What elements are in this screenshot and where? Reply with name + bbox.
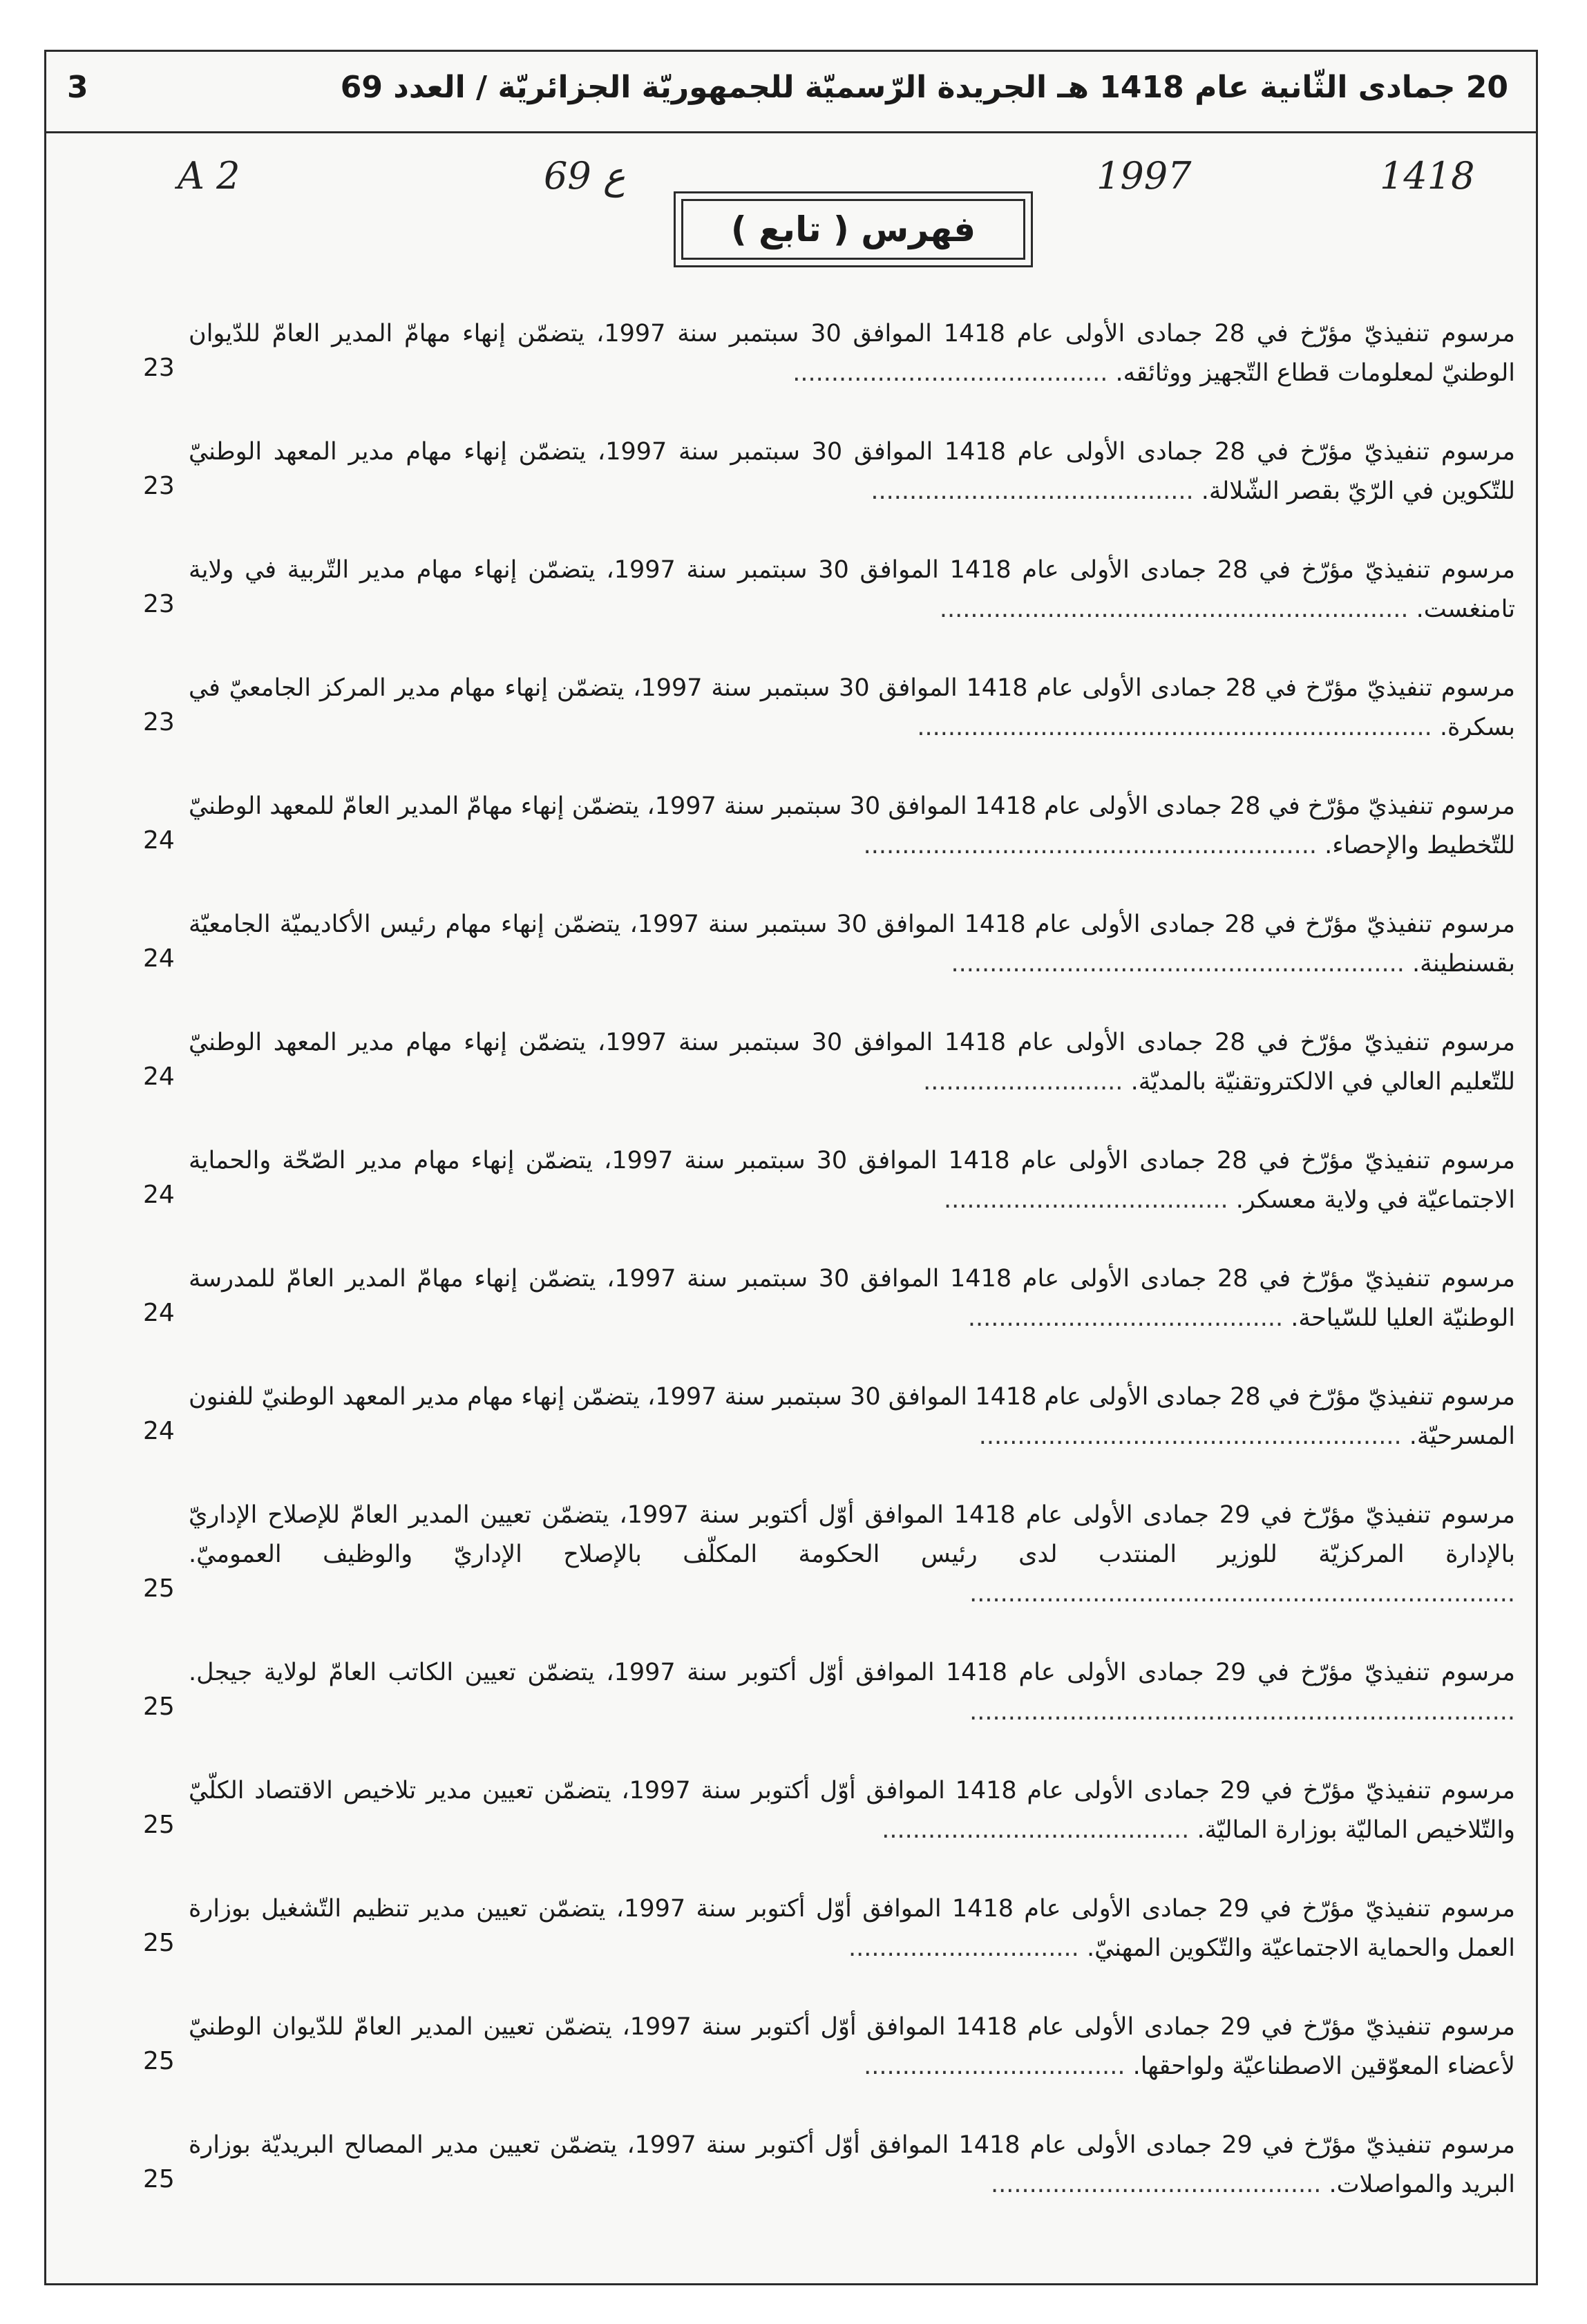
entry-page-number: 23	[143, 472, 175, 500]
index-entry	[46, 551, 1536, 669]
entry-page-number: 25	[143, 1929, 175, 1957]
handwritten-year-hijri: 1418	[1380, 154, 1475, 198]
entry-text: مرسوم تنفيذيّ مؤرّخ في 28 جمادى الأولى عام 1418 الموافق 30 سبتمبر سنة 1997، يتضمّن إنهاء مهامّ المدير العامّ للدّيوان الوطنيّ لمعلومات قطاع التّجهيز ووثائقه. .........................................	[189, 320, 1515, 387]
entry-text: مرسوم تنفيذيّ مؤرّخ في 29 جمادى الأولى عام 1418 الموافق أوّل أكتوبر سنة 1997، يتضمّن تعيين مدير تنظيم التّشغيل بوزارة العمل والحماية الاجتماعيّة والتّكوين المهنيّ. ..............................	[189, 1895, 1516, 1962]
entry-page-number: 23	[143, 354, 175, 382]
entry-text: مرسوم تنفيذيّ مؤرّخ في 28 جمادى الأولى عام 1418 الموافق 30 سبتمبر سنة 1997، يتضمّن إنهاء مهامّ المدير العامّ للمعهد الوطنيّ للتّخطيط والإحصاء. ...........................................................	[189, 792, 1515, 859]
index-entry	[46, 669, 1536, 787]
entry-page-number: 25	[143, 2165, 175, 2193]
index-entry	[46, 2008, 1536, 2126]
index-entry	[46, 1653, 1536, 1771]
entry-text: مرسوم تنفيذيّ مؤرّخ في 28 جمادى الأولى عام 1418 الموافق 30 سبتمبر سنة 1997، يتضمّن إنهاء مهام مدير المركز الجامعيّ في بسكرة. ...................................................................	[189, 674, 1515, 741]
entry-page-number: 24	[143, 1063, 175, 1091]
header-page-number: 3	[67, 70, 88, 105]
handwritten-issue: 69 ع	[544, 154, 626, 198]
entry-page-number: 24	[143, 1181, 175, 1209]
index-title: فهرس ( تابع )	[681, 199, 1025, 260]
entry-text: مرسوم تنفيذيّ مؤرّخ في 28 جمادى الأولى عام 1418 الموافق 30 سبتمبر سنة 1997، يتضمّن إنهاء مهام مدير المعهد الوطنيّ للتّعليم العالي في الالكتروتقنيّة بالمديّة. ..........................	[189, 1029, 1515, 1096]
index-entry	[46, 432, 1536, 551]
entry-page-number: 24	[143, 826, 175, 855]
index-entry	[46, 1141, 1536, 1259]
index-entry	[46, 2126, 1536, 2244]
index-entry	[46, 1259, 1536, 1378]
index-entry	[46, 1889, 1536, 2008]
index-entries	[46, 314, 1536, 2244]
entry-text: مرسوم تنفيذيّ مؤرّخ في 28 جمادى الأولى عام 1418 الموافق 30 سبتمبر سنة 1997، يتضمّن إنهاء مهام مدير التّربية في ولاية تامنغست. .............................................................	[189, 556, 1515, 623]
entry-page-number: 23	[143, 708, 175, 736]
entry-text: مرسوم تنفيذيّ مؤرّخ في 29 جمادى الأولى عام 1418 الموافق أوّل أكتوبر سنة 1997، يتضمّن تعيين المدير العامّ للدّيوان الوطنيّ لأعضاء المعوّقين الاصطناعيّة ولواحقها. ..................................	[189, 2013, 1515, 2080]
handwritten-note-left: A 2	[178, 154, 240, 198]
page-header	[46, 52, 1536, 133]
entry-text: مرسوم تنفيذيّ مؤرّخ في 28 جمادى الأولى عام 1418 الموافق 30 سبتمبر سنة 1997، يتضمّن إنهاء مهام مدير المعهد الوطنيّ للفنون المسرحيّة. .......................................................	[189, 1383, 1516, 1450]
entry-text: مرسوم تنفيذيّ مؤرّخ في 28 جمادى الأولى عام 1418 الموافق 30 سبتمبر سنة 1997، يتضمّن إنهاء مهامّ المدير العامّ للمدرسة الوطنيّة العليا للسّياحة. .........................................	[189, 1265, 1515, 1332]
index-title-box	[674, 191, 1033, 267]
entry-page-number: 24	[143, 1299, 175, 1327]
entry-page-number: 23	[143, 590, 175, 618]
entry-text: مرسوم تنفيذيّ مؤرّخ في 29 جمادى الأولى عام 1418 الموافق أوّل أكتوبر سنة 1997، يتضمّن تعيين مدير تلاخيص الاقتصاد الكلّيّ والتّلاخيص الماليّة بوزارة الماليّة. ........................................	[189, 1777, 1516, 1844]
entry-page-number: 25	[143, 1574, 175, 1603]
index-entry	[46, 905, 1536, 1023]
entry-page-number: 25	[143, 1693, 175, 1721]
index-entry	[46, 314, 1536, 432]
entry-text: مرسوم تنفيذيّ مؤرّخ في 29 جمادى الأولى عام 1418 الموافق أوّل أكتوبر سنة 1997، يتضمّن تعيين الكاتب العامّ لولاية جيجل. .......................................................................	[189, 1659, 1515, 1726]
gazette-page	[44, 50, 1538, 2285]
entry-page-number: 24	[143, 1417, 175, 1445]
entry-page-number: 25	[143, 1811, 175, 1839]
index-entry	[46, 1023, 1536, 1141]
index-entry	[46, 1496, 1536, 1653]
index-entry	[46, 1378, 1536, 1496]
entry-page-number: 24	[143, 944, 175, 973]
entry-text: مرسوم تنفيذيّ مؤرّخ في 29 جمادى الأولى عام 1418 الموافق أوّل أكتوبر سنة 1997، يتضمّن تعيين المدير العامّ للإصلاح الإداريّ بالإدارة المركزيّة للوزير المنتدب لدى رئيس الحكومة المكلّف بالإصلاح الإداريّ والوظيف العموميّ. .......................................................................	[189, 1501, 1516, 1608]
entry-text: مرسوم تنفيذيّ مؤرّخ في 28 جمادى الأولى عام 1418 الموافق 30 سبتمبر سنة 1997، يتضمّن إنهاء مهام مدير المعهد الوطنيّ للتّكوين في الرّيّ بقصر الشّلالة. ..........................................	[189, 438, 1515, 505]
entry-text: مرسوم تنفيذيّ مؤرّخ في 28 جمادى الأولى عام 1418 الموافق 30 سبتمبر سنة 1997، يتضمّن إنهاء مهام مدير الصّحّة والحماية الاجتماعيّة في ولاية معسكر. .....................................	[189, 1147, 1515, 1214]
entry-page-number: 25	[143, 2047, 175, 2075]
handwritten-year-gregorian: 1997	[1096, 154, 1192, 198]
entry-text: مرسوم تنفيذيّ مؤرّخ في 28 جمادى الأولى عام 1418 الموافق 30 سبتمبر سنة 1997، يتضمّن إنهاء مهام رئيس الأكاديميّة الجامعيّة بقسنطينة. ...........................................................	[189, 911, 1515, 978]
index-entry	[46, 1771, 1536, 1889]
index-entry	[46, 787, 1536, 905]
entry-text: مرسوم تنفيذيّ مؤرّخ في 29 جمادى الأولى عام 1418 الموافق أوّل أكتوبر سنة 1997، يتضمّن تعيين مدير المصالح البريديّة بوزارة البريد والمواصلات. ...........................................	[189, 2131, 1515, 2198]
header-title: 20 جمادى الثّانية عام 1418 هـ الجريدة الرّسميّة للجمهوريّة الجزائريّة / العدد 69	[340, 70, 1508, 105]
